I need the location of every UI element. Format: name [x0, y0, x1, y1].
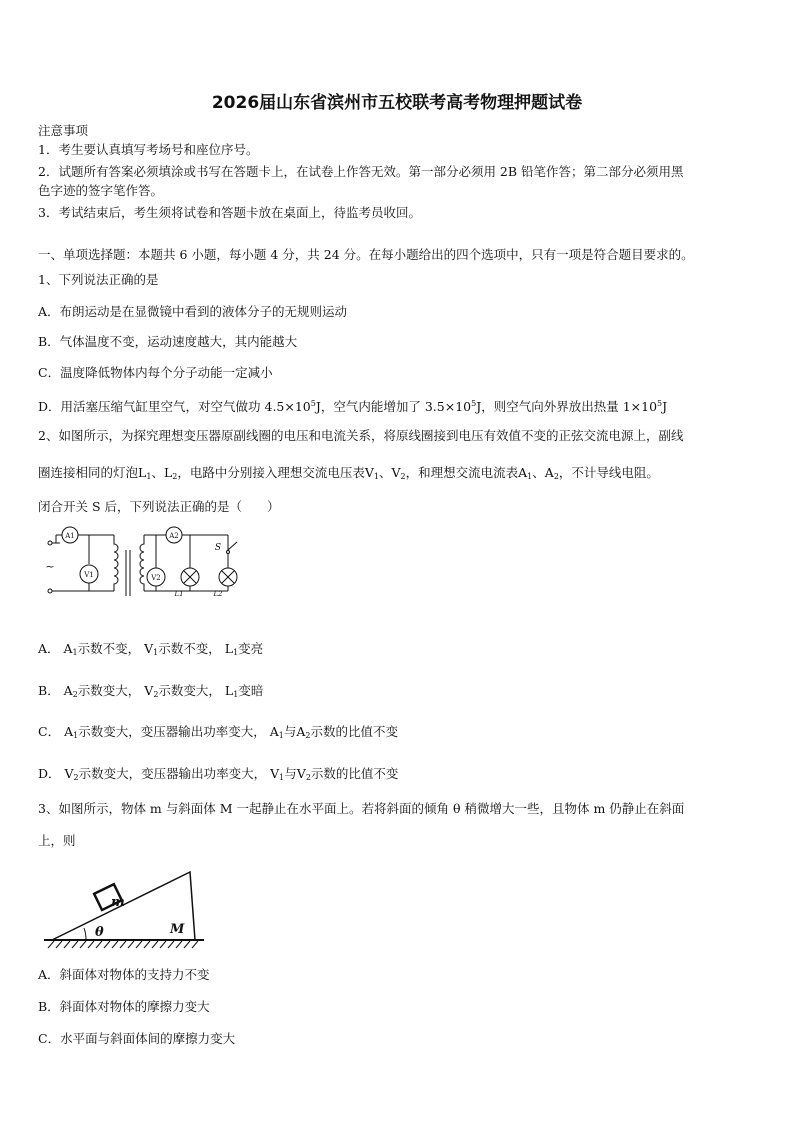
q3-stem-line1: 3、如图所示，物体 m 与斜面体 M 一起静止在水平面上。若将斜面的倾角 θ 稍微增大一些，且物体 m 仍静止在斜面 — [38, 801, 685, 816]
notice-heading: 注意事项 — [38, 123, 89, 138]
q2-stem-line2: 圈连接相同的灯泡$L_1$、$L_2$，电路中分别接入理想交流电压表$V_1$、$V_2$，和理想交流电流表$A_1$、$A_2$，不计导线电阻。 — [38, 465, 659, 481]
ac-source-icon: ~ — [45, 560, 55, 573]
notice-item-2-cont: 色字迹的签字笔作答。 — [38, 183, 164, 198]
ammeter-a1-label: A1 — [65, 532, 75, 540]
q3-stem-line2: 上，则 — [38, 833, 76, 848]
notice-item-3: 3．考试结束后，考生须将试卷和答题卡放在桌面上，待监考员收回。 — [38, 205, 421, 220]
q2-stem-line3: 闭合开关 S 后，下列说法正确的是（ ） — [38, 499, 280, 514]
switch-s-label: S — [214, 543, 222, 553]
page-title: 2026届山东省滨州市五校联考高考物理押题试卷 — [211, 93, 583, 113]
ammeter-a2-label: A2 — [169, 532, 179, 540]
q1-option-a: A．布朗运动是在显微镜中看到的液体分子的无规则运动 — [38, 304, 348, 319]
q2-stem-line1: 2、如图所示，为探究理想变压器原副线圈的电压和电流关系，将原线圈接到电压有效值不变的正弦交流电源上，副线 — [38, 428, 684, 443]
angle-theta-label: θ — [95, 925, 104, 940]
q1-option-b: B．气体温度不变，运动速度越大，其内能越大 — [38, 334, 298, 349]
q2-option-b: B． $A_2$示数变大， $V_2$示数变大， $L_1$变暗 — [38, 683, 264, 699]
transformer-circuit-diagram — [40, 522, 255, 610]
voltmeter-v1-label: V1 — [84, 571, 94, 579]
notice-item-2: 2．试题所有答案必须填涂或书写在答题卡上，在试卷上作答无效。第一部分必须用 2B 铅笔作答；第二部分必须用黑 — [38, 164, 684, 179]
q3-option-c: C．水平面与斜面体间的摩擦力变大 — [38, 1031, 236, 1046]
q3-option-b: B．斜面体对物体的摩擦力变大 — [38, 999, 210, 1014]
lamp-l2-label: L2 — [213, 590, 223, 598]
section-heading: 一、单项选择题：本题共 6 小题，每小题 4 分，共 24 分。在每小题给出的四个选项中，只有一项是符合题目要求的。 — [38, 247, 694, 262]
incline-diagram — [40, 866, 208, 952]
lamp-l1-label: L1 — [174, 590, 184, 598]
q2-option-a: A． $A_1$示数不变， $V_1$示数不变， $L_1$变亮 — [38, 641, 264, 657]
q3-option-a: A．斜面体对物体的支持力不变 — [38, 967, 210, 982]
wedge-M-label: M — [170, 922, 185, 937]
block-m-label: m — [111, 895, 125, 910]
q1-stem: 1、下列说法正确的是 — [38, 272, 159, 287]
notice-item-1: 1．考生要认真填写考场号和座位序号。 — [38, 142, 259, 157]
q1-option-d: D．用活塞压缩气缸里空气，对空气做功 $4.5\times 10^5J$，空气内能增加了 $3.5\times 10^5J$，则空气向外界放出热量 $1\times 10^5J$ — [38, 399, 668, 414]
q2-option-c: C． $A_1$示数变大，变压器输出功率变大， $A_1$与$A_2$示数的比值不变 — [38, 724, 398, 740]
voltmeter-v2-label: V2 — [151, 574, 161, 582]
q2-option-d: D． $V_2$示数变大，变压器输出功率变大， $V_1$与$V_2$示数的比值不变 — [38, 766, 399, 782]
q1-option-c: C．温度降低物体内每个分子动能一定减小 — [38, 365, 273, 380]
